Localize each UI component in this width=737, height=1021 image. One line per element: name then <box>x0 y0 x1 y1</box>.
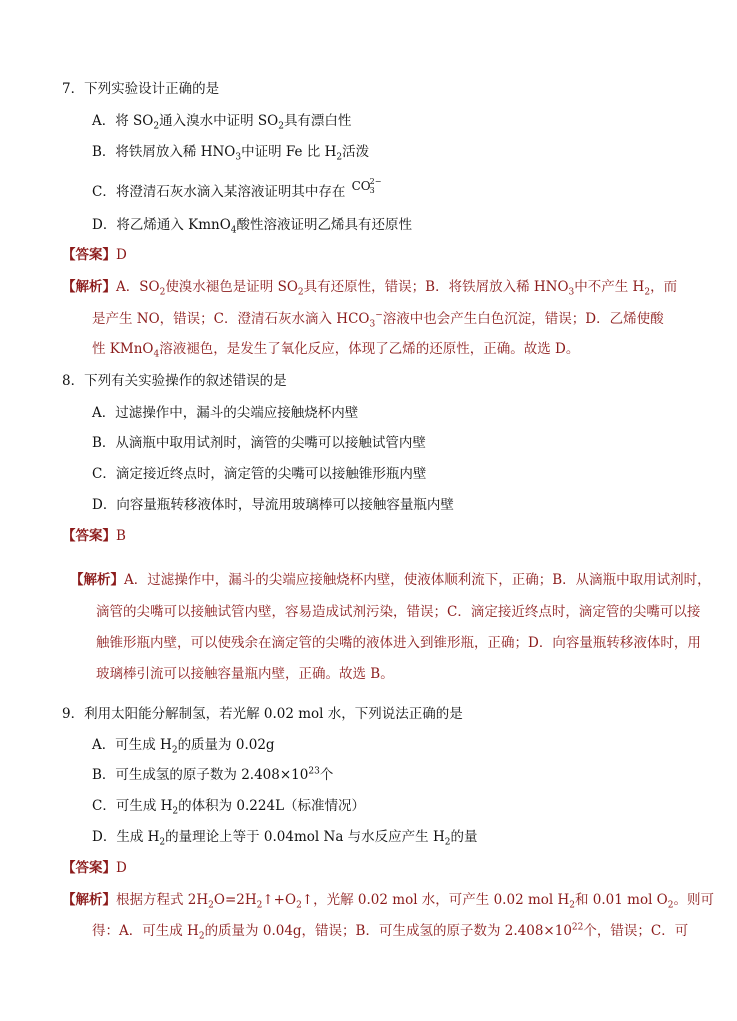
q7-answer: 【答案】D <box>62 247 127 263</box>
q7-option-b: B．将铁屑放入稀 $HNO_3$中证明 Fe 比 $H_2$活泼 <box>92 144 370 163</box>
q9-option-d: D．生成 $H_2$的量理论上等于 0.04mol Na 与水反应产生 $H_2$的量 <box>92 829 478 848</box>
q8-option-b: B．从滴瓶中取用试剂时，滴管的尖嘴可以接触试管内壁 <box>92 435 426 451</box>
q9-analysis-line-1: 【解析】根据方程式 $2H_2O=2H_2↑+O_2↑$，光解 0.02 mol 水，可产生 0.02 mol $H_2$和 0.01 mol $O_2$。则可 <box>62 892 714 911</box>
q7-option-a: A．将 $SO_2$通入溴水中证明 $SO_2$具有漂白性 <box>92 113 352 132</box>
q8-answer: 【答案】B <box>62 528 126 544</box>
q9-option-b: B．可生成氢的原子数为 $2.408\times 10^{23}$个 <box>92 766 334 783</box>
q8-analysis-line-2: 滴管的尖嘴可以接触试管内壁，容易造成试剂污染，错误；C．滴定接近终点时，滴定管的尖嘴可以接 <box>96 604 701 620</box>
q9-option-a: A．可生成 $H_2$的质量为 0.02g <box>92 737 275 756</box>
q8-title: 8．下列有关实验操作的叙述错误的是 <box>62 373 287 389</box>
q9-option-c: C．可生成 $H_2$的体积为 0.224L（标准情况） <box>92 798 366 817</box>
q7-analysis-line-3: 性 KMnO$_4$溶液褪色，是发生了氧化反应，体现了乙烯的还原性，正确。故选 D。 <box>92 341 580 360</box>
q9-answer: 【答案】D <box>62 860 127 876</box>
q8-option-c: C．滴定接近终点时，滴定管的尖嘴可以接触锥形瓶内壁 <box>92 466 427 482</box>
q7-option-d: D．将乙烯通入 KmnO$_4$酸性溶液证明乙烯具有还原性 <box>92 217 412 236</box>
q7-title: 7．下列实验设计正确的是 <box>62 81 220 97</box>
q7-analysis-line-1: 【解析】A．$SO_2$使溴水褪色是证明 $SO_2$具有还原性，错误；B．将铁屑放入稀 $HNO_3$中不产生 $H_2$，而 <box>62 279 678 298</box>
carbonate-ion: CO 2− 3 <box>351 177 382 195</box>
q7-analysis-line-2: 是产生 NO，错误；C．澄清石灰水滴入 $HCO_3^-$溶液中也会产生白色沉淀，错误；D．乙烯使酸 <box>92 310 664 330</box>
q9-analysis-line-2: 得：A．可生成 $H_2$的质量为 0.04g，错误；B．可生成氢的原子数为 $2.408\times 10^{22}$个，错误；C．可 <box>92 922 689 942</box>
q8-analysis-line-1: 【解析】A．过滤操作中，漏斗的尖端应接触烧杯内壁，使液体顺利流下，正确；B．从滴瓶中取用试剂时， <box>70 572 711 588</box>
q8-analysis-line-3: 触锥形瓶内壁，可以使残余在滴定管的尖嘴的液体进入到锥形瓶，正确；D．向容量瓶转移液体时，用 <box>96 635 701 651</box>
q8-analysis-line-4: 玻璃棒引流可以接触容量瓶内壁，正确。故选 B。 <box>96 666 394 682</box>
q8-option-d: D．向容量瓶转移液体时，导流用玻璃棒可以接触容量瓶内壁 <box>92 497 454 513</box>
q7-option-c: C．将澄清石灰水滴入某溶液证明其中存在 CO 2− 3 <box>92 177 382 200</box>
q9-title: 9．利用太阳能分解制氢，若光解 0.02 mol 水，下列说法正确的是 <box>62 706 463 722</box>
q8-option-a: A．过滤操作中，漏斗的尖端应接触烧杯内壁 <box>92 405 359 421</box>
